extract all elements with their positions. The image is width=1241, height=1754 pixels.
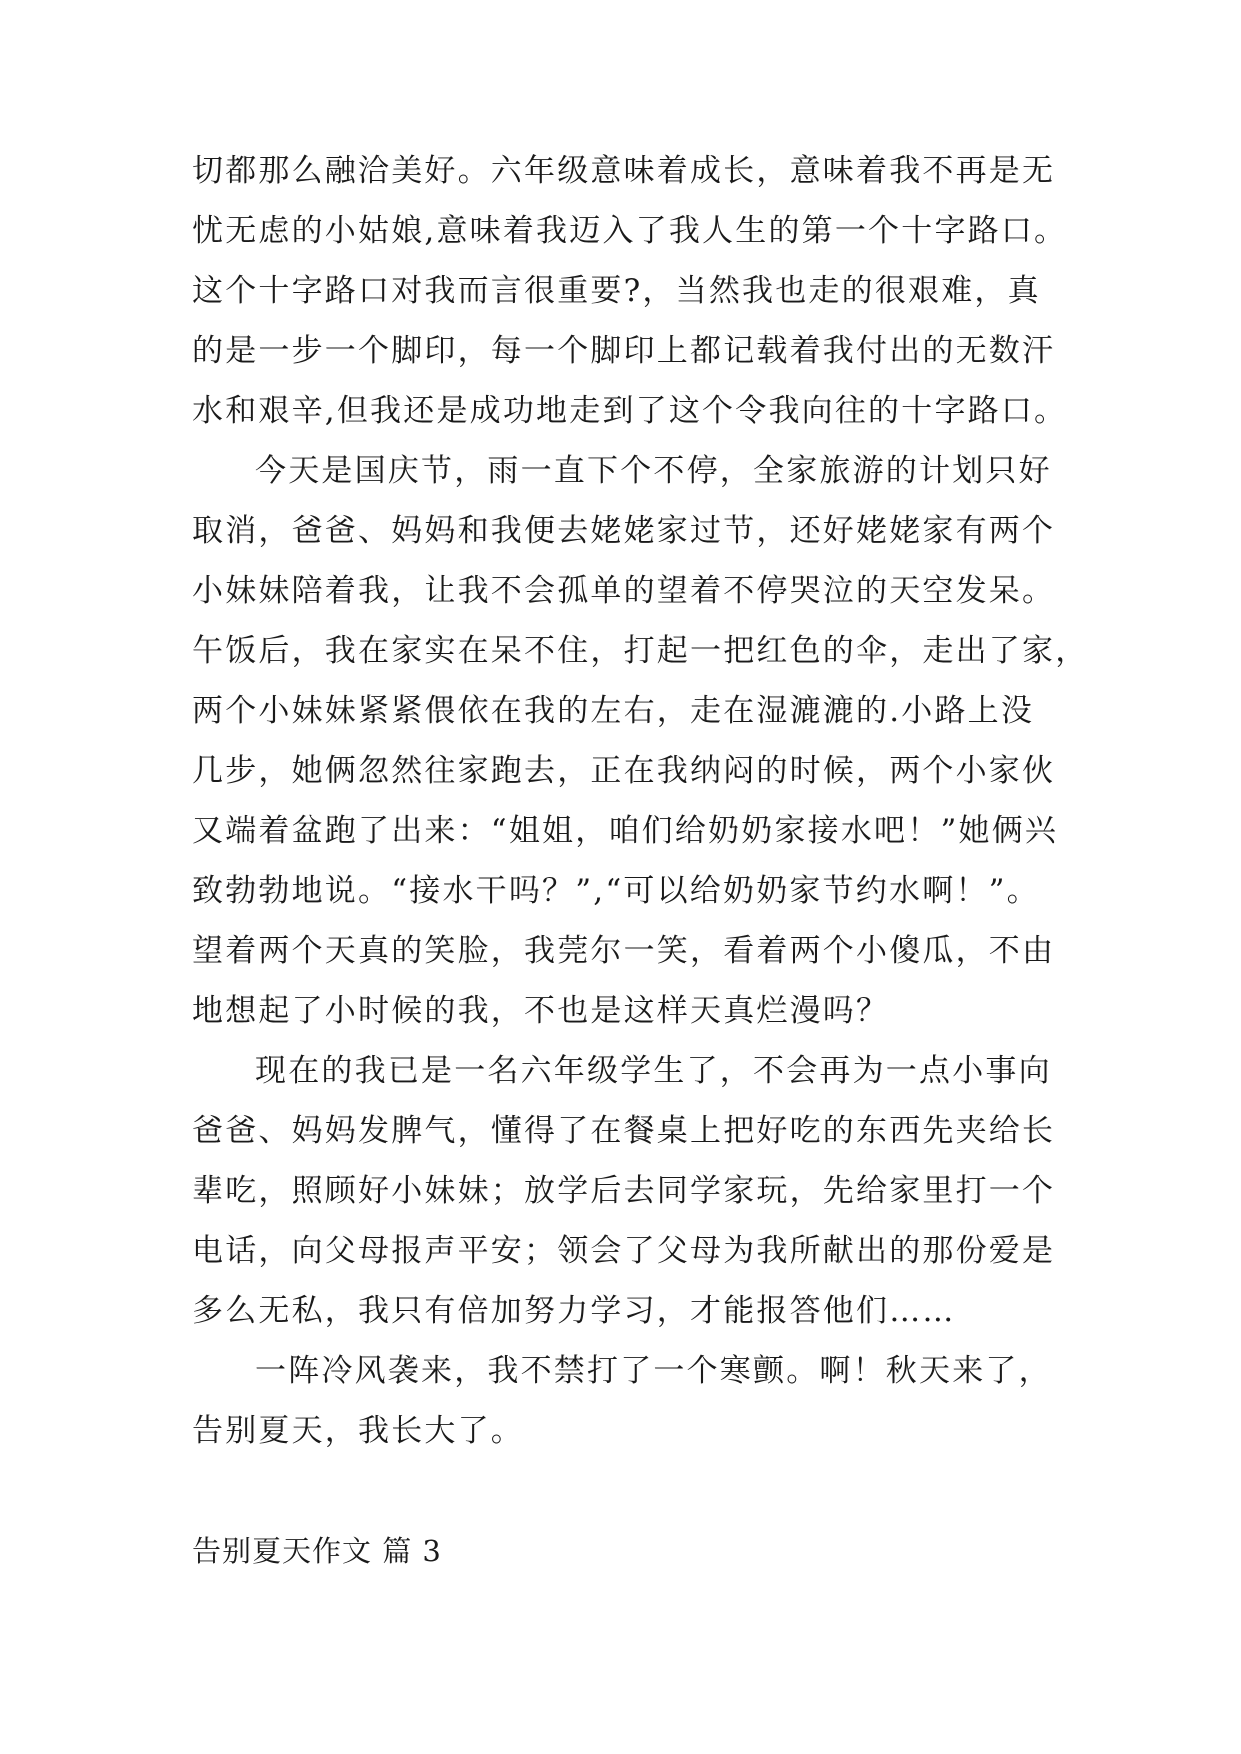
text-line-8: 小妹妹陪着我，让我不会孤单的望着不停哭泣的天空发呆。 [192,573,1056,609]
section-heading: 告别夏天作文 篇 3 [192,1534,442,1568]
text-line-17: 爸爸、妈妈发脾气，懂得了在餐桌上把好吃的东西先夹给长 [192,1113,1056,1149]
text-line-15: 地想起了小时候的我，不也是这样天真烂漫吗？ [192,993,890,1029]
text-line-12: 又端着盆跑了出来：“姐姐，咱们给奶奶家接水吧！”她俩兴 [192,813,1059,849]
paragraph-start-line: 今天是国庆节，雨一直下个不停，全家旅游的计划只好 [255,453,1052,489]
text-line-14: 望着两个天真的笑脸，我莞尔一笑，看着两个小傻瓜，不由 [192,933,1056,969]
text-line-19: 电话，向父母报声平安；领会了父母为我所献出的那份爱是 [192,1233,1056,1269]
text-line-13: 致勃勃地说。“接水干吗？”,“可以给奶奶家节约水啊！”。 [192,873,1040,909]
text-line-1: 切都那么融洽美好。六年级意味着成长，意味着我不再是无 [192,153,1056,189]
text-line-10: 两个小妹妹紧紧偎依在我的左右，走在湿漉漉的.小路上没 [192,693,1035,729]
text-line-20: 多么无私，我只有倍加努力学习，才能报答他们…… [192,1293,956,1329]
text-line-3: 这个十字路口对我而言很重要?，当然我也走的很艰难，真 [192,273,1041,309]
text-line-9: 午饭后，我在家实在呆不住，打起一把红色的伞，走出了家， [192,633,1089,669]
text-line-18: 辈吃，照顾好小妹妹；放学后去同学家玩，先给家里打一个 [192,1173,1056,1209]
text-line-5: 水和艰辛,但我还是成功地走到了这个令我向往的十字路口。 [192,393,1068,429]
paragraph-start-line: 现在的我已是一名六年级学生了，不会再为一点小事向 [255,1053,1052,1089]
text-line-7: 取消，爸爸、妈妈和我便去姥姥家过节，还好姥姥家有两个 [192,513,1056,549]
text-line-4: 的是一步一个脚印，每一个脚印上都记载着我付出的无数汗 [192,333,1056,369]
paragraph-start-line: 一阵冷风袭来，我不禁打了一个寒颤。啊！秋天来了， [255,1353,1052,1389]
text-line-22: 告别夏天，我长大了。 [192,1413,524,1449]
text-line-2: 忧无虑的小姑娘,意味着我迈入了我人生的第一个十字路口。 [192,213,1068,249]
text-line-11: 几步，她俩忽然往家跑去，正在我纳闷的时候，两个小家伙 [192,753,1056,789]
